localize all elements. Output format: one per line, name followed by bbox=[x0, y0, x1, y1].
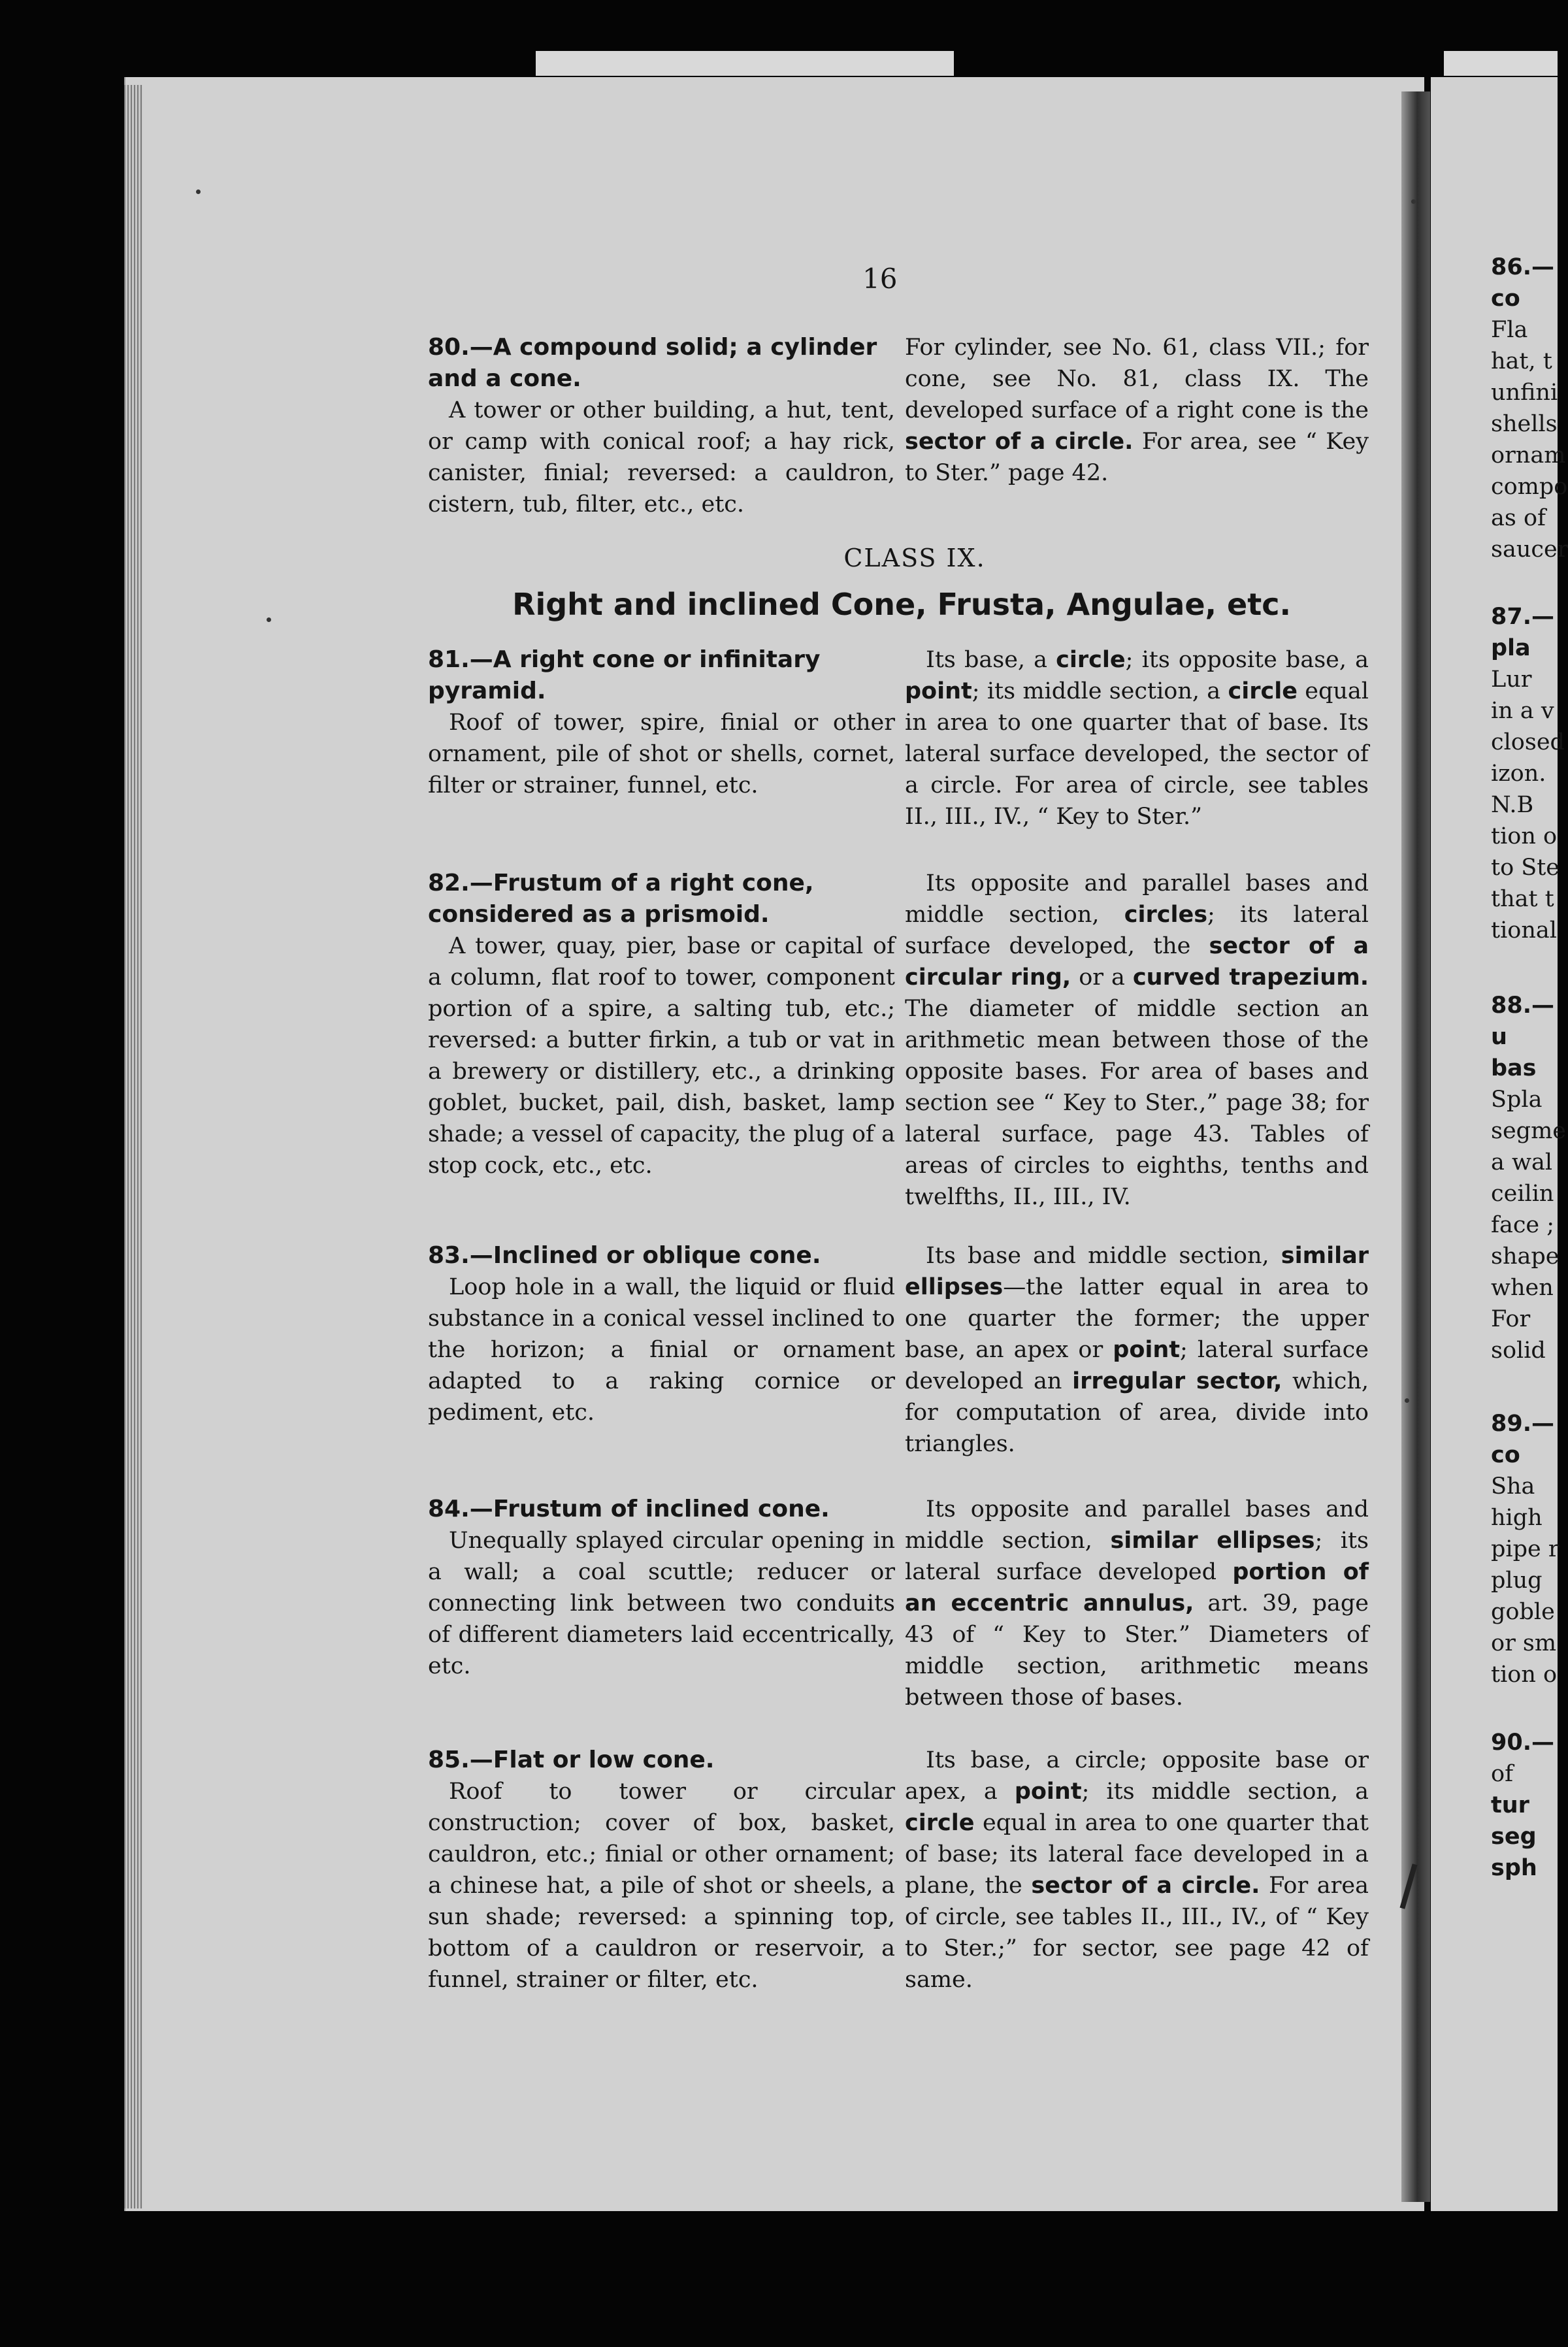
class-heading: CLASS IX. bbox=[843, 544, 986, 572]
entry-80-right: For cylinder, see No. 61, class VII.; for cone, see No. 81, class IX. The developed surface of a right cone is the sector of a circle. For area, see “ Key to Ster.” page 42. bbox=[905, 335, 1369, 486]
next-page-line: 90.— bbox=[1491, 1730, 1555, 1756]
speck bbox=[1405, 1398, 1409, 1403]
next-page-line: of bbox=[1491, 1761, 1514, 1787]
entry-description: Roof of tower, spire, finial or other ornament, pile of shot or shells, cornet, filter or strainer, funnel, etc. bbox=[428, 710, 895, 798]
entry-description: Unequally splayed circular opening in a wall; a coal scuttle; reducer or connecting link between two conduits of different diameters laid eccentrically, etc. bbox=[428, 1528, 895, 1679]
next-page-line: that t bbox=[1491, 886, 1554, 912]
entry-84-left bbox=[428, 1494, 895, 1682]
next-page-line: seg bbox=[1491, 1824, 1537, 1850]
next-page-line: sph bbox=[1491, 1855, 1537, 1881]
next-page-line: hat, t bbox=[1491, 348, 1552, 374]
next-page-line: ornam bbox=[1491, 442, 1566, 468]
next-page-line: face ; bbox=[1491, 1212, 1555, 1238]
speck bbox=[196, 189, 201, 194]
next-page-line: in a v bbox=[1491, 698, 1554, 724]
entry-description: A tower or other building, a hut, tent, or camp with conical roof; a hay rick, canister, finial; reversed: a cauldron, cistern, tub, filter, etc., etc. bbox=[428, 397, 895, 517]
next-page-line: ceilin bbox=[1491, 1181, 1554, 1207]
entry-84-right: Its opposite and parallel bases and middle section, similar ellipses; its lateral surface developed portion of an eccentric annulus, art. 39, page 43 of “ Key to Ster.” Diameters of middle section, arithmetic means between those of bases. bbox=[905, 1496, 1369, 1711]
next-page-line: goble bbox=[1491, 1599, 1555, 1625]
entry-85-left bbox=[428, 1745, 895, 1995]
next-page-line: tion o bbox=[1491, 1662, 1558, 1688]
next-page-line: tur bbox=[1491, 1792, 1529, 1818]
next-page-line: co bbox=[1491, 286, 1520, 312]
entry-81-left bbox=[428, 644, 895, 801]
next-page-line: saucer bbox=[1491, 536, 1568, 563]
next-page-line: shape bbox=[1491, 1243, 1560, 1270]
page-number: 16 bbox=[862, 263, 898, 295]
entry-83-left bbox=[428, 1240, 895, 1428]
next-page-line: tion o bbox=[1491, 823, 1558, 849]
entry-82-left bbox=[428, 868, 895, 1181]
speck bbox=[267, 617, 271, 622]
next-page-line: N.B bbox=[1491, 792, 1534, 818]
next-page-line: co bbox=[1491, 1442, 1520, 1468]
next-page-line: as of bbox=[1491, 505, 1546, 531]
next-page-line: pipe r bbox=[1491, 1536, 1560, 1562]
next-page-line: Spla bbox=[1491, 1087, 1543, 1113]
next-page-line: or sm bbox=[1491, 1630, 1557, 1656]
next-page-line: tional bbox=[1491, 917, 1557, 944]
entry-description: A tower, quay, pier, base or capital of a column, flat roof to tower, component portion of a spire, a salting tub, etc.; reversed: a butter firkin, a tub or vat in a brewery or distillery, etc., a drinking goblet, bucket, pail, dish, basket, lamp shade; a vessel of capacity, the plug of a stop cock, etc., etc. bbox=[428, 933, 895, 1179]
next-page-line: 87.— bbox=[1491, 604, 1555, 630]
entry-description: Roof to tower or circular construction; cover of box, basket, cauldron, etc.; finial or other ornament; a chinese hat, a pile of shot or sheels, a sun shade; reversed: a spinning top, bottom of a cauldron or reservoir, a funnel, strainer or filter, etc. bbox=[428, 1779, 895, 1993]
next-page-line: 89.— bbox=[1491, 1411, 1555, 1437]
entry-heading: 83.—Inclined or oblique cone. bbox=[428, 1242, 821, 1269]
next-page-line: izon. bbox=[1491, 761, 1546, 787]
next-page-line: to Ste bbox=[1491, 855, 1560, 881]
next-page-line: solid bbox=[1491, 1338, 1546, 1364]
next-page-line: bas bbox=[1491, 1055, 1537, 1081]
scan-edge-strip bbox=[1444, 51, 1558, 76]
next-page-line: Sha bbox=[1491, 1473, 1535, 1500]
next-page-line: segme bbox=[1491, 1118, 1566, 1144]
entry-85-right: Its base, a circle; opposite base or apex, a point; its middle section, a circle equal in area to one quarter that of base; its lateral face developed in a plane, the sector of a circle. For area of circle, see tables II., III., IV., of “ Key to Ster.;” for sector, see page 42 of same. bbox=[905, 1747, 1369, 1993]
speck bbox=[1411, 199, 1416, 204]
entry-80-left bbox=[428, 332, 895, 520]
next-page-line: u bbox=[1491, 1024, 1507, 1050]
next-page-line: shells bbox=[1491, 411, 1558, 437]
entry-heading: 82.—Frustum of a right cone, considered as a prismoid. bbox=[428, 870, 814, 928]
next-page-line: pla bbox=[1491, 635, 1531, 661]
entry-description: Loop hole in a wall, the liquid or fluid substance in a conical vessel inclined to the horizon; a finial or ornament adapted to a raking cornice or pediment, etc. bbox=[428, 1274, 895, 1426]
next-page-line: Fla bbox=[1491, 317, 1528, 343]
entry-heading: 84.—Frustum of inclined cone. bbox=[428, 1496, 830, 1522]
entry-heading: 81.—A right cone or infinitary pyramid. bbox=[428, 646, 821, 704]
next-page-line: unfini bbox=[1491, 380, 1558, 406]
entry-83-right: Its base and middle section, similar ellipses—the latter equal in area to one quarter the former; the upper base, an apex or point; lateral surface developed an irregular sector, which, for computation of area, divide into triangles. bbox=[905, 1243, 1369, 1457]
entry-82-right: Its opposite and parallel bases and middle section, circles; its lateral surface developed, the sector of a circular ring, or a curved trapezium. The diameter of middle section an arithmetic mean between those of the opposite bases. For area of bases and section see “ Key to Ster.,” page 38; for lateral surface, page 43. Tables of areas of circles to eighths, tenths and twelfths, II., III., IV. bbox=[905, 870, 1369, 1210]
scan-edge-strip bbox=[536, 51, 954, 76]
page-edges bbox=[124, 85, 142, 2208]
next-page-line: 88.— bbox=[1491, 993, 1555, 1019]
next-page-line: closed bbox=[1491, 729, 1565, 755]
next-page-line: when bbox=[1491, 1275, 1554, 1301]
next-page-line: compo bbox=[1491, 474, 1568, 500]
entry-heading: 80.—A compound solid; a cylinder and a cone. bbox=[428, 334, 877, 392]
next-page-line: For bbox=[1491, 1306, 1531, 1332]
next-page-fragment bbox=[1431, 77, 1568, 2211]
next-page-line: a wal bbox=[1491, 1149, 1553, 1175]
entry-81-right: Its base, a circle; its opposite base, a point; its middle section, a circle equal in area to one quarter that of base. Its lateral surface developed, the sector of a circle. For area of circle, see tables II., III., IV., “ Key to Ster.” bbox=[905, 647, 1369, 830]
next-page-line: plug bbox=[1491, 1567, 1543, 1594]
entry-heading: 85.—Flat or low cone. bbox=[428, 1747, 715, 1773]
next-page-line: Lur bbox=[1491, 666, 1532, 693]
next-page-line: high bbox=[1491, 1505, 1543, 1531]
class-title: Right and inclined Cone, Frusta, Angulae, etc. bbox=[512, 587, 1291, 622]
next-page-line: 86.— bbox=[1491, 254, 1555, 280]
